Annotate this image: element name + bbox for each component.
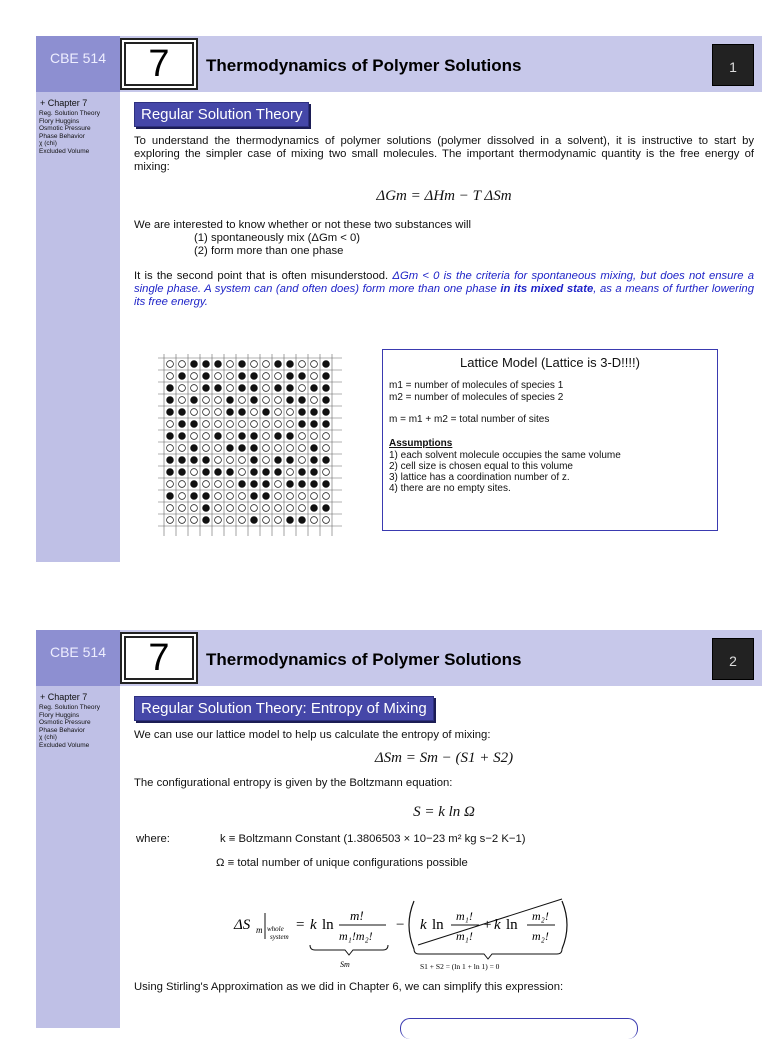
species-2-molecule <box>191 373 198 380</box>
species-2-molecule <box>227 373 234 380</box>
species-1-molecule <box>323 481 330 488</box>
species-1-molecule <box>311 505 318 512</box>
species-2-molecule <box>311 433 318 440</box>
species-1-molecule <box>179 409 186 416</box>
species-1-molecule <box>275 469 282 476</box>
species-1-molecule <box>251 397 258 404</box>
sidebar-heading: + Chapter 7 <box>40 98 88 108</box>
species-1-molecule <box>311 481 318 488</box>
species-2-molecule <box>215 481 222 488</box>
species-2-molecule <box>227 505 234 512</box>
slide-content <box>134 696 754 994</box>
species-2-molecule <box>287 421 294 428</box>
s1-s2-label: S1 + S2 = (ln 1 + ln 1) = 0 <box>420 962 500 971</box>
species-1-molecule <box>203 493 210 500</box>
m2-definition: m2 = number of molecules of species 2 <box>389 392 564 403</box>
species-2-molecule <box>275 421 282 428</box>
species-2-molecule <box>239 505 246 512</box>
chapter-number: 7 <box>120 632 198 684</box>
species-1-molecule <box>251 457 258 464</box>
species-2-molecule <box>227 385 234 392</box>
slide-content <box>134 102 754 309</box>
species-2-molecule <box>215 397 222 404</box>
section-heading: Regular Solution Theory <box>134 102 309 127</box>
sidebar-item[interactable]: Phase Behavior <box>39 132 85 140</box>
species-1-molecule <box>179 457 186 464</box>
species-1-molecule <box>203 385 210 392</box>
entropy-mixing-equation: ΔSm = Sm − (S1 + S2) <box>374 750 514 766</box>
species-1-molecule <box>215 433 222 440</box>
sidebar-item[interactable]: Phase Behavior <box>39 726 85 734</box>
species-2-molecule <box>275 517 282 524</box>
lattice-model-box <box>382 349 718 531</box>
point-2: (2) form more than one phase <box>194 245 344 257</box>
species-2-molecule <box>299 433 306 440</box>
species-1-molecule <box>251 493 258 500</box>
boltzmann-intro: The configurational entropy is given by the Boltzmann equation: <box>134 777 453 789</box>
species-1-molecule <box>323 385 330 392</box>
assumptions-heading: Assumptions <box>389 438 453 449</box>
species-2-molecule <box>263 397 270 404</box>
species-2-molecule <box>215 505 222 512</box>
species-1-molecule <box>263 481 270 488</box>
species-2-molecule <box>179 385 186 392</box>
species-1-molecule <box>167 409 174 416</box>
svg-text:m: m <box>256 925 263 935</box>
svg-text:ln: ln <box>432 917 444 933</box>
species-1-molecule <box>203 505 210 512</box>
species-1-molecule <box>299 421 306 428</box>
species-2-molecule <box>239 397 246 404</box>
species-2-molecule <box>299 457 306 464</box>
species-2-molecule <box>263 445 270 452</box>
svg-text:k: k <box>420 917 427 933</box>
species-2-molecule <box>203 409 210 416</box>
assumption-1: 1) each solvent molecule occupies the same volume <box>389 450 621 461</box>
species-2-molecule <box>287 469 294 476</box>
species-1-molecule <box>287 433 294 440</box>
species-1-molecule <box>239 409 246 416</box>
species-2-molecule <box>287 445 294 452</box>
species-1-molecule <box>167 457 174 464</box>
svg-text:ln: ln <box>506 917 518 933</box>
species-2-molecule <box>287 505 294 512</box>
species-2-molecule <box>179 361 186 368</box>
species-1-molecule <box>311 457 318 464</box>
svg-text:m₁!: m₁! <box>456 929 473 943</box>
species-1-molecule <box>275 433 282 440</box>
sidebar-item[interactable]: Osmotic Pressure <box>39 125 91 132</box>
svg-text:m₂!: m₂! <box>532 929 549 943</box>
result-box <box>400 1018 638 1039</box>
assumption-2: 2) cell size is chosen equal to this volume <box>389 461 573 472</box>
species-1-molecule <box>299 397 306 404</box>
assumption-4: 4) there are no empty sites. <box>389 483 511 494</box>
m1-definition: m1 = number of molecules of species 1 <box>389 380 564 391</box>
species-1-molecule <box>239 445 246 452</box>
species-1-molecule <box>323 505 330 512</box>
species-2-molecule <box>167 517 174 524</box>
species-1-molecule <box>251 481 258 488</box>
species-1-molecule <box>311 421 318 428</box>
species-1-molecule <box>251 433 258 440</box>
slide-title: Thermodynamics of Polymer Solutions <box>206 650 522 669</box>
species-1-molecule <box>287 397 294 404</box>
sidebar-item[interactable]: Excluded Volume <box>39 741 90 749</box>
svg-text:system: system <box>270 933 289 941</box>
species-1-molecule <box>203 361 210 368</box>
sidebar-heading: + Chapter 7 <box>40 692 88 702</box>
species-1-molecule <box>179 421 186 428</box>
species-1-molecule <box>203 373 210 380</box>
slide-title: Thermodynamics of Polymer Solutions <box>206 56 522 75</box>
species-2-molecule <box>167 445 174 452</box>
svg-text:m₂!: m₂! <box>532 909 549 923</box>
species-2-molecule <box>227 421 234 428</box>
sidebar-item[interactable]: Osmotic Pressure <box>39 719 91 726</box>
species-1-molecule <box>239 373 246 380</box>
species-2-molecule <box>167 481 174 488</box>
species-1-molecule <box>191 445 198 452</box>
species-1-molecule <box>167 469 174 476</box>
slide-1 <box>36 36 762 558</box>
svg-text:k: k <box>310 917 317 933</box>
assumption-3: 3) lattice has a coordination number of z. <box>389 472 570 483</box>
species-1-molecule <box>299 517 306 524</box>
species-1-molecule <box>167 385 174 392</box>
sidebar-item[interactable]: Reg. Solution Theory <box>39 110 100 117</box>
species-1-molecule <box>179 433 186 440</box>
species-2-molecule <box>299 493 306 500</box>
svg-text:−: − <box>396 917 405 933</box>
definitions <box>134 833 754 885</box>
species-2-molecule <box>275 373 282 380</box>
species-1-molecule <box>323 397 330 404</box>
sidebar-item[interactable]: χ (chi) <box>39 140 57 147</box>
species-1-molecule <box>203 469 210 476</box>
species-1-molecule <box>287 517 294 524</box>
species-2-molecule <box>191 469 198 476</box>
species-1-molecule <box>299 481 306 488</box>
species-2-molecule <box>191 409 198 416</box>
species-2-molecule <box>251 361 258 368</box>
species-2-molecule <box>179 505 186 512</box>
species-2-molecule <box>203 421 210 428</box>
species-1-molecule <box>179 373 186 380</box>
criteria-tail: , as a means of further lowering its free energy. <box>134 283 754 308</box>
species-2-molecule <box>179 397 186 404</box>
title-bar <box>36 36 762 92</box>
species-2-molecule <box>215 373 222 380</box>
species-1-molecule <box>299 409 306 416</box>
lattice-diagram <box>158 354 374 536</box>
species-2-molecule <box>167 373 174 380</box>
species-1-molecule <box>215 361 222 368</box>
species-2-molecule <box>203 445 210 452</box>
species-1-molecule <box>287 373 294 380</box>
species-1-molecule <box>203 457 210 464</box>
species-2-molecule <box>239 421 246 428</box>
species-1-molecule <box>311 409 318 416</box>
species-1-molecule <box>287 385 294 392</box>
svg-text:m!: m! <box>350 908 364 923</box>
species-2-molecule <box>203 397 210 404</box>
where-label: where: <box>136 833 170 845</box>
slide-2 <box>36 630 762 1024</box>
svg-text:k: k <box>494 917 501 933</box>
species-1-molecule <box>191 457 198 464</box>
species-2-molecule <box>311 373 318 380</box>
species-1-molecule <box>299 373 306 380</box>
species-1-molecule <box>263 493 270 500</box>
species-1-molecule <box>167 433 174 440</box>
section-heading: Regular Solution Theory: Entropy of Mixing <box>134 696 434 721</box>
species-2-molecule <box>299 385 306 392</box>
second-point-lead: It is the second point that is often misunderstood. <box>134 270 389 282</box>
species-1-molecule <box>275 457 282 464</box>
species-2-molecule <box>227 517 234 524</box>
interest-text: We are interested to know whether or not these two substances will <box>134 219 471 231</box>
species-2-molecule <box>311 493 318 500</box>
species-2-molecule <box>323 469 330 476</box>
chapter-number: 7 <box>120 38 198 90</box>
entropy-derivation <box>134 891 754 971</box>
species-2-molecule <box>251 421 258 428</box>
species-1-molecule <box>323 373 330 380</box>
species-2-molecule <box>203 481 210 488</box>
species-1-molecule <box>251 373 258 380</box>
species-2-molecule <box>179 517 186 524</box>
species-2-molecule <box>299 361 306 368</box>
species-2-molecule <box>275 397 282 404</box>
species-2-molecule <box>215 421 222 428</box>
species-1-molecule <box>287 361 294 368</box>
species-2-molecule <box>239 469 246 476</box>
species-1-molecule <box>191 493 198 500</box>
point-1: (1) spontaneously mix (ΔGm < 0) <box>194 232 361 244</box>
species-2-molecule <box>239 457 246 464</box>
species-1-molecule <box>215 469 222 476</box>
sidebar-item[interactable]: Flory Huggins <box>39 117 80 125</box>
species-1-molecule <box>239 433 246 440</box>
species-2-molecule <box>287 493 294 500</box>
species-2-molecule <box>227 481 234 488</box>
svg-text:=: = <box>296 917 305 933</box>
species-1-molecule <box>287 457 294 464</box>
species-2-molecule <box>275 505 282 512</box>
intro-paragraph: To understand the thermodynamics of polymer solutions (polymer dissolved in a solvent), it is instructive to start by exploring the simpler case of mixing two small molecules. The important thermodynamic quantity is the free energy of mixing: <box>134 135 754 173</box>
svg-text:m₁!: m₁! <box>456 909 473 923</box>
sidebar-item[interactable]: χ (chi) <box>39 734 57 741</box>
species-2-molecule <box>263 517 270 524</box>
species-1-molecule <box>311 445 318 452</box>
page-number: 2 <box>712 638 754 680</box>
species-2-molecule <box>227 361 234 368</box>
species-2-molecule <box>239 493 246 500</box>
k-definition: k ≡ Boltzmann Constant (1.3806503 × 10−23 m² kg s−2 K−1) <box>220 833 526 845</box>
species-1-molecule <box>227 397 234 404</box>
species-2-molecule <box>323 433 330 440</box>
species-2-molecule <box>251 409 258 416</box>
species-2-molecule <box>203 433 210 440</box>
species-2-molecule <box>263 361 270 368</box>
species-2-molecule <box>239 517 246 524</box>
species-1-molecule <box>299 469 306 476</box>
species-2-molecule <box>299 505 306 512</box>
species-1-molecule <box>227 445 234 452</box>
course-label: CBE 514 <box>36 630 120 686</box>
species-2-molecule <box>179 493 186 500</box>
species-2-molecule <box>275 409 282 416</box>
species-2-molecule <box>227 457 234 464</box>
second-point-paragraph <box>134 270 754 309</box>
stirling-line: Using Stirling's Approximation as we did in Chapter 6, we can simplify this expression: <box>134 981 564 993</box>
species-2-molecule <box>167 505 174 512</box>
species-2-molecule <box>263 505 270 512</box>
species-2-molecule <box>323 517 330 524</box>
gibbs-equation: ΔGm = ΔHm − T ΔSm <box>376 188 512 204</box>
species-1-molecule <box>251 469 258 476</box>
species-1-molecule <box>239 385 246 392</box>
intro-line: We can use our lattice model to help us calculate the entropy of mixing: <box>134 729 491 741</box>
species-1-molecule <box>227 469 234 476</box>
species-1-molecule <box>191 397 198 404</box>
species-2-molecule <box>227 493 234 500</box>
species-2-molecule <box>179 445 186 452</box>
species-2-molecule <box>215 445 222 452</box>
chapter-sidebar <box>36 92 120 562</box>
sm-label: Sm <box>340 960 350 969</box>
species-1-molecule <box>251 517 258 524</box>
species-1-molecule <box>263 469 270 476</box>
species-1-molecule <box>239 361 246 368</box>
omega-definition: Ω ≡ total number of unique configurations possible <box>216 857 468 869</box>
species-2-molecule <box>311 361 318 368</box>
page-number: 1 <box>712 44 754 86</box>
lattice-model-title: Lattice Model (Lattice is 3-D!!!!) <box>460 355 640 370</box>
species-1-molecule <box>239 481 246 488</box>
svg-text:+: + <box>483 917 492 933</box>
species-1-molecule <box>167 397 174 404</box>
species-2-molecule <box>263 421 270 428</box>
species-2-molecule <box>275 493 282 500</box>
species-1-molecule <box>191 481 198 488</box>
species-1-molecule <box>323 421 330 428</box>
species-2-molecule <box>215 457 222 464</box>
boltzmann-equation: S = k ln Ω <box>413 804 475 820</box>
species-2-molecule <box>263 457 270 464</box>
species-2-molecule <box>323 493 330 500</box>
svg-text:m₁!m₂!: m₁!m₂! <box>339 929 373 943</box>
species-2-molecule <box>227 433 234 440</box>
species-1-molecule <box>215 385 222 392</box>
species-2-molecule <box>167 361 174 368</box>
species-1-molecule <box>227 409 234 416</box>
svg-text:ln: ln <box>322 917 334 933</box>
species-1-molecule <box>275 361 282 368</box>
chapter-sidebar <box>36 686 120 1028</box>
species-1-molecule <box>311 385 318 392</box>
species-2-molecule <box>275 445 282 452</box>
species-2-molecule <box>191 385 198 392</box>
species-2-molecule <box>215 517 222 524</box>
mixed-state-text: in its mixed state <box>500 283 594 295</box>
species-1-molecule <box>251 445 258 452</box>
sidebar-item[interactable]: Excluded Volume <box>39 147 90 155</box>
species-2-molecule <box>191 517 198 524</box>
sidebar-item[interactable]: Flory Huggins <box>39 711 80 719</box>
species-2-molecule <box>191 505 198 512</box>
species-1-molecule <box>203 517 210 524</box>
m-definition: m = m1 + m2 = total number of sites <box>389 414 550 425</box>
title-bar <box>36 630 762 686</box>
species-1-molecule <box>287 481 294 488</box>
species-2-molecule <box>263 433 270 440</box>
species-1-molecule <box>323 457 330 464</box>
species-2-molecule <box>263 385 270 392</box>
species-1-molecule <box>167 493 174 500</box>
species-2-molecule <box>311 517 318 524</box>
species-1-molecule <box>311 469 318 476</box>
species-1-molecule <box>275 385 282 392</box>
species-1-molecule <box>263 409 270 416</box>
species-2-molecule <box>179 481 186 488</box>
course-label: CBE 514 <box>36 36 120 92</box>
species-1-molecule <box>191 421 198 428</box>
sidebar-item[interactable]: Reg. Solution Theory <box>39 704 100 711</box>
species-1-molecule <box>323 409 330 416</box>
species-2-molecule <box>167 421 174 428</box>
svg-text:whole: whole <box>267 925 284 933</box>
species-2-molecule <box>275 481 282 488</box>
species-2-molecule <box>299 445 306 452</box>
species-2-molecule <box>323 445 330 452</box>
species-2-molecule <box>263 373 270 380</box>
species-2-molecule <box>215 409 222 416</box>
species-2-molecule <box>215 493 222 500</box>
species-1-molecule <box>191 361 198 368</box>
species-2-molecule <box>251 505 258 512</box>
species-1-molecule <box>323 361 330 368</box>
species-1-molecule <box>251 385 258 392</box>
species-2-molecule <box>311 397 318 404</box>
species-1-molecule <box>179 469 186 476</box>
svg-text:ΔS: ΔS <box>234 917 251 933</box>
species-2-molecule <box>191 433 198 440</box>
species-2-molecule <box>287 409 294 416</box>
criteria-text: ΔGm < 0 is the criteria for spontaneous mixing, but does not ensure a single phase. A system can (and often does) form more than one phase <box>134 270 754 295</box>
